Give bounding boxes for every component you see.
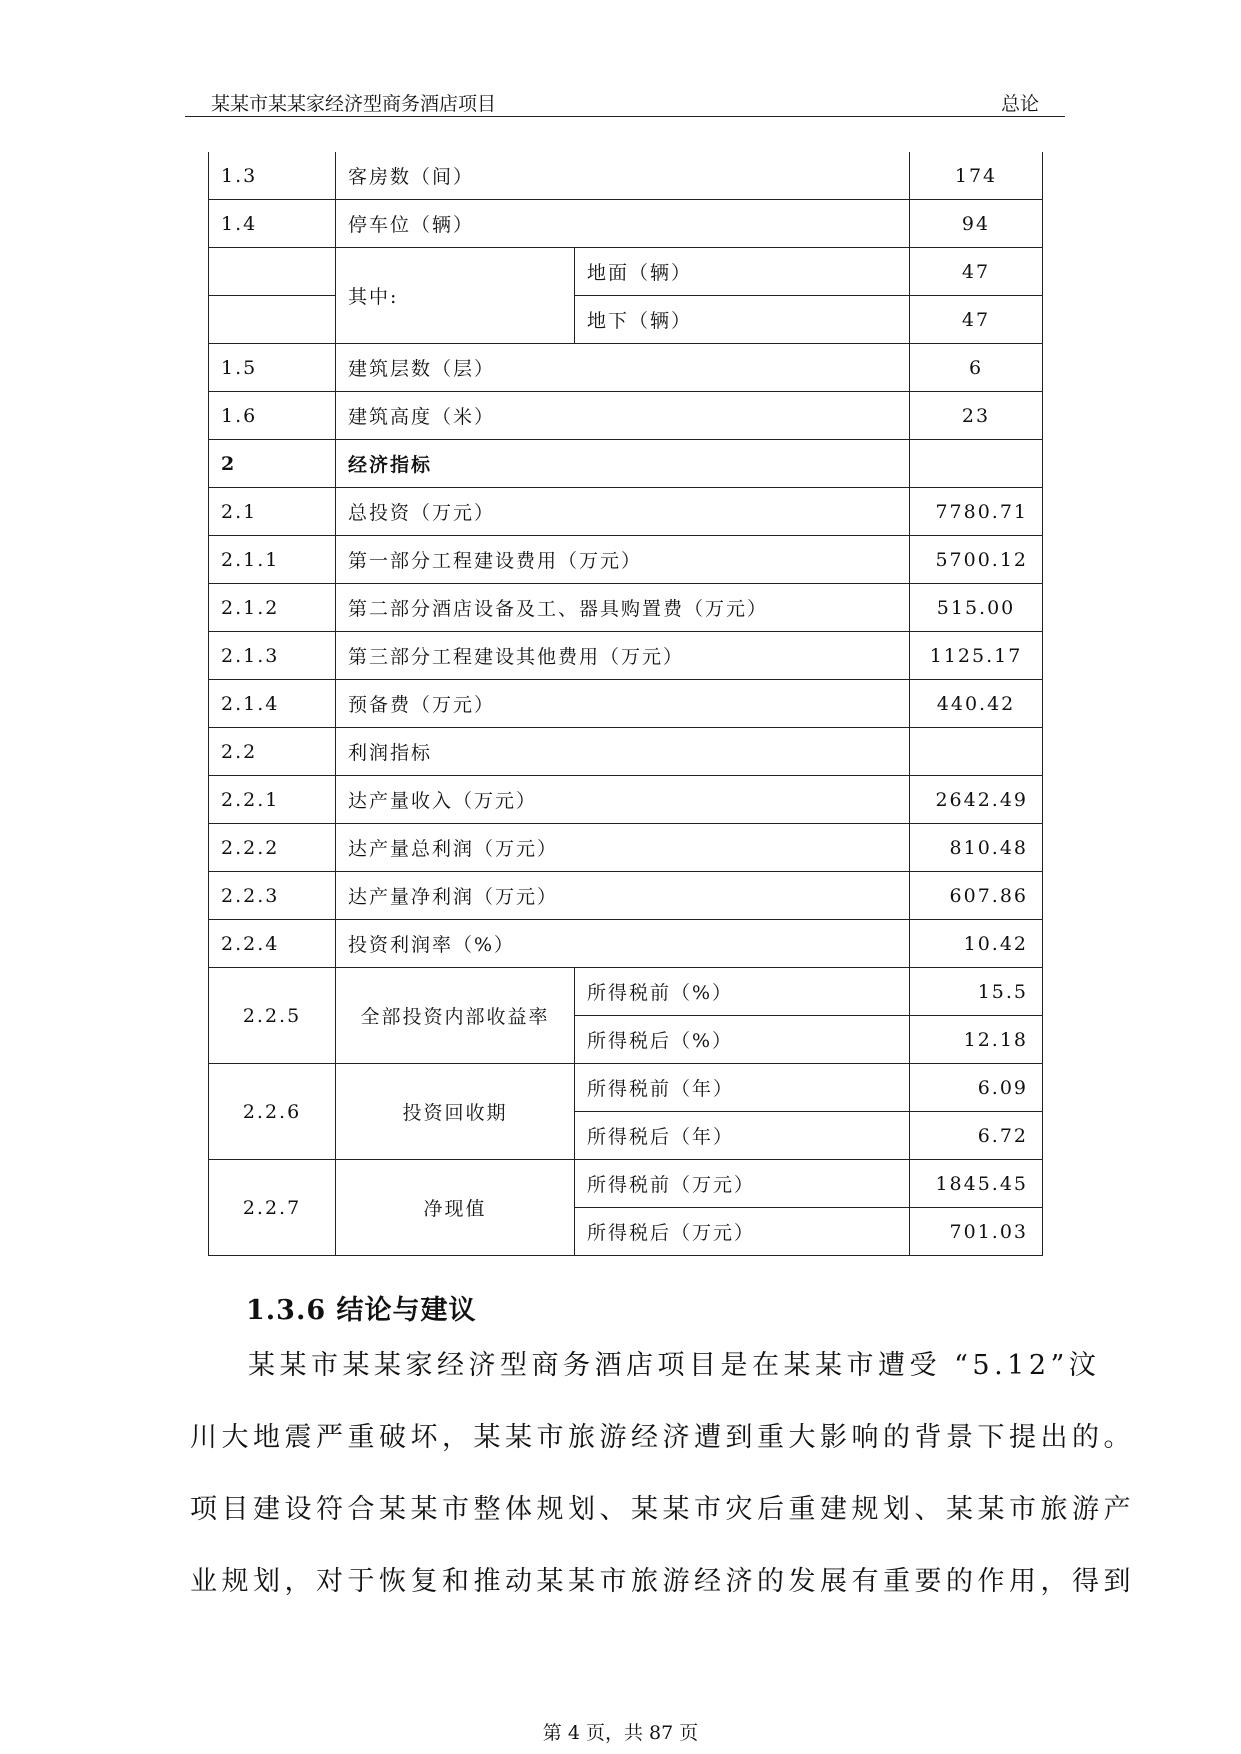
row-value: 701.03: [910, 1208, 1043, 1256]
row-value: 6: [910, 344, 1043, 392]
table-row: [209, 1160, 1043, 1208]
paragraph-line: 业规划，对于恢复和推动某某市旅游经济的发展有重要的作用，得到: [190, 1566, 1135, 1597]
row-label: 达产量收入（万元）: [336, 776, 910, 824]
page-footer: 第 4 页，共 87 页: [542, 1722, 699, 1744]
row-sublabel: 所得税前（年）: [575, 1064, 910, 1112]
row-number: 2.1.2: [209, 584, 336, 632]
row-number: 2.2.3: [209, 872, 336, 920]
paragraph-line: 川大地震严重破坏，某某市旅游经济遭到重大影响的背景下提出的。: [190, 1422, 1135, 1453]
table-row: [209, 392, 1043, 440]
row-label: 全部投资内部收益率: [336, 968, 575, 1064]
table-row: [209, 248, 1043, 296]
row-sublabel: 所得税后（年）: [575, 1112, 910, 1160]
header-chapter: 总论: [1000, 93, 1039, 115]
table-row: [209, 632, 1043, 680]
row-number: 2.1.1: [209, 536, 336, 584]
header-rule: [185, 116, 1065, 117]
row-value: [910, 440, 1043, 488]
table-row: [209, 488, 1043, 536]
table-row: [209, 968, 1043, 1016]
row-value: 47: [910, 296, 1043, 344]
row-sublabel: 地面（辆）: [575, 248, 910, 296]
row-number: 2.2.7: [209, 1160, 336, 1256]
row-value: 23: [910, 392, 1043, 440]
row-sublabel: 所得税后（万元）: [575, 1208, 910, 1256]
row-label: 净现值: [336, 1160, 575, 1256]
row-value: 6.09: [910, 1064, 1043, 1112]
row-number: 1.3: [209, 152, 336, 200]
indicator-table: [208, 152, 1043, 1256]
row-number: 2.1: [209, 488, 336, 536]
header-project-title: 某某市某某家经济型商务酒店项目: [211, 93, 497, 115]
row-number-empty: [209, 296, 336, 344]
row-sublabel: 所得税后（%）: [575, 1016, 910, 1064]
row-label: 建筑层数（层）: [336, 344, 910, 392]
row-label: 预备费（万元）: [336, 680, 910, 728]
row-number: 1.4: [209, 200, 336, 248]
row-label: 客房数（间）: [336, 152, 910, 200]
table-row: [209, 296, 1043, 344]
row-label: 利润指标: [336, 728, 910, 776]
row-value: 5700.12: [910, 536, 1043, 584]
row-number: 2.2.1: [209, 776, 336, 824]
row-value: 12.18: [910, 1016, 1043, 1064]
row-label: 停车位（辆）: [336, 200, 910, 248]
parking-breakdown-label: 其中:: [336, 248, 575, 344]
row-label: 投资利润率（%）: [336, 920, 910, 968]
row-label: 投资回收期: [336, 1064, 575, 1160]
row-number: 2.2.5: [209, 968, 336, 1064]
table-row: [209, 680, 1043, 728]
row-number: 2.1.4: [209, 680, 336, 728]
row-label: 第二部分酒店设备及工、器具购置费（万元）: [336, 584, 910, 632]
row-value: 10.42: [910, 920, 1043, 968]
row-value: 6.72: [910, 1112, 1043, 1160]
row-number: 2: [209, 440, 336, 488]
row-value: 440.42: [910, 680, 1043, 728]
row-label: 建筑高度（米）: [336, 392, 910, 440]
row-number: 1.5: [209, 344, 336, 392]
table-row: [209, 1064, 1043, 1112]
row-number: 2.2.2: [209, 824, 336, 872]
row-number: 2.2: [209, 728, 336, 776]
row-value: 47: [910, 248, 1043, 296]
row-sublabel: 地下（辆）: [575, 296, 910, 344]
table-row: [209, 344, 1043, 392]
row-number: 2.2.6: [209, 1064, 336, 1160]
row-value: 515.00: [910, 584, 1043, 632]
row-number: 2.2.4: [209, 920, 336, 968]
row-value: [910, 728, 1043, 776]
table-row: [209, 536, 1043, 584]
row-value: 607.86: [910, 872, 1043, 920]
table-row: [209, 728, 1043, 776]
table-row: [209, 584, 1043, 632]
row-value: 94: [910, 200, 1043, 248]
row-value: 810.48: [910, 824, 1043, 872]
table-row: [209, 200, 1043, 248]
table-row: [209, 776, 1043, 824]
table-row: [209, 440, 1043, 488]
conclusion-paragraph: [190, 1330, 1135, 1618]
row-label: 达产量总利润（万元）: [336, 824, 910, 872]
row-label: 达产量净利润（万元）: [336, 872, 910, 920]
row-sublabel: 所得税前（%）: [575, 968, 910, 1016]
row-label: 第三部分工程建设其他费用（万元）: [336, 632, 910, 680]
row-value: 15.5: [910, 968, 1043, 1016]
section-heading: 1.3.6 结论与建议: [246, 1295, 477, 1326]
row-number: 2.1.3: [209, 632, 336, 680]
row-value: 174: [910, 152, 1043, 200]
paragraph-line: 某某市某某家经济型商务酒店项目是在某某市遭受 “5.12”汶: [248, 1350, 1101, 1381]
row-value: 2642.49: [910, 776, 1043, 824]
row-label: 总投资（万元）: [336, 488, 910, 536]
row-number: 1.6: [209, 392, 336, 440]
table-row: [209, 152, 1043, 200]
row-value: 7780.71: [910, 488, 1043, 536]
table-row: [209, 872, 1043, 920]
table-row: [209, 920, 1043, 968]
row-sublabel: 所得税前（万元）: [575, 1160, 910, 1208]
table-row: [209, 824, 1043, 872]
paragraph-line: 项目建设符合某某市整体规划、某某市灾后重建规划、某某市旅游产: [190, 1494, 1135, 1525]
row-number-empty: [209, 248, 336, 296]
page-header: [185, 86, 1065, 116]
row-label: 经济指标: [336, 440, 910, 488]
row-label: 第一部分工程建设费用（万元）: [336, 536, 910, 584]
row-value: 1125.17: [910, 632, 1043, 680]
row-value: 1845.45: [910, 1160, 1043, 1208]
